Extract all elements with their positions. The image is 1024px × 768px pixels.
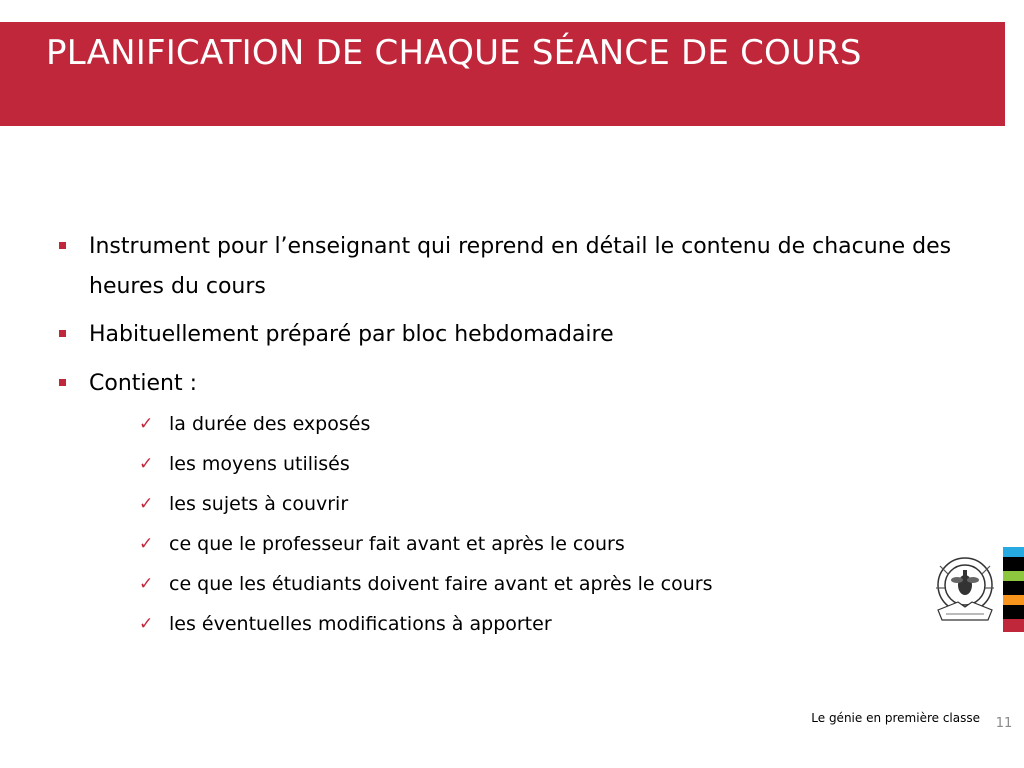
sub-item bbox=[139, 451, 949, 477]
sub-item-text: les sujets à couvrir bbox=[169, 493, 349, 515]
square-bullet-icon bbox=[59, 242, 66, 249]
slide-title: PLANIFICATION DE CHAQUE SÉANCE DE COURS bbox=[46, 33, 862, 73]
accent-stripe bbox=[1003, 595, 1024, 605]
bullet-item bbox=[89, 315, 969, 355]
bullet-item bbox=[89, 364, 969, 404]
sub-item-text: les éventuelles modifications à apporter bbox=[169, 613, 552, 635]
sub-item bbox=[139, 571, 949, 597]
accent-stripe bbox=[1003, 547, 1024, 557]
accent-stripe bbox=[1003, 605, 1024, 619]
bullet-text: Instrument pour l’enseignant qui reprend en détail le contenu de chacune des heures du cours bbox=[89, 234, 952, 299]
checkmark-icon: ✓ bbox=[139, 614, 154, 634]
checkmark-icon: ✓ bbox=[139, 494, 154, 514]
checkmark-icon: ✓ bbox=[139, 574, 154, 594]
institution-seal-logo bbox=[928, 552, 1002, 628]
sub-item-text: ce que le professeur fait avant et après le cours bbox=[169, 533, 625, 555]
checkmark-icon: ✓ bbox=[139, 534, 154, 554]
accent-stripe bbox=[1003, 571, 1024, 581]
sub-item-text: ce que les étudiants doivent faire avant et après le cours bbox=[169, 573, 713, 595]
accent-stripe bbox=[1003, 619, 1024, 632]
sub-item bbox=[139, 611, 949, 637]
bullet-text: Habituellement préparé par bloc hebdomadaire bbox=[89, 322, 614, 347]
checkmark-icon: ✓ bbox=[139, 414, 154, 434]
square-bullet-icon bbox=[59, 379, 66, 386]
square-bullet-icon bbox=[59, 330, 66, 337]
sub-item bbox=[139, 411, 949, 437]
checkmark-icon: ✓ bbox=[139, 454, 154, 474]
accent-stripe bbox=[1003, 557, 1024, 571]
footer-text: Le génie en première classe bbox=[811, 711, 980, 725]
accent-stripe bbox=[1003, 581, 1024, 595]
bullet-text: Contient : bbox=[89, 371, 198, 396]
sub-item-text: la durée des exposés bbox=[169, 413, 371, 435]
bullet-item bbox=[89, 227, 969, 307]
page-number: 11 bbox=[995, 716, 1013, 731]
sub-item-text: les moyens utilisés bbox=[169, 453, 350, 475]
sub-item bbox=[139, 531, 949, 557]
sub-item bbox=[139, 491, 949, 517]
